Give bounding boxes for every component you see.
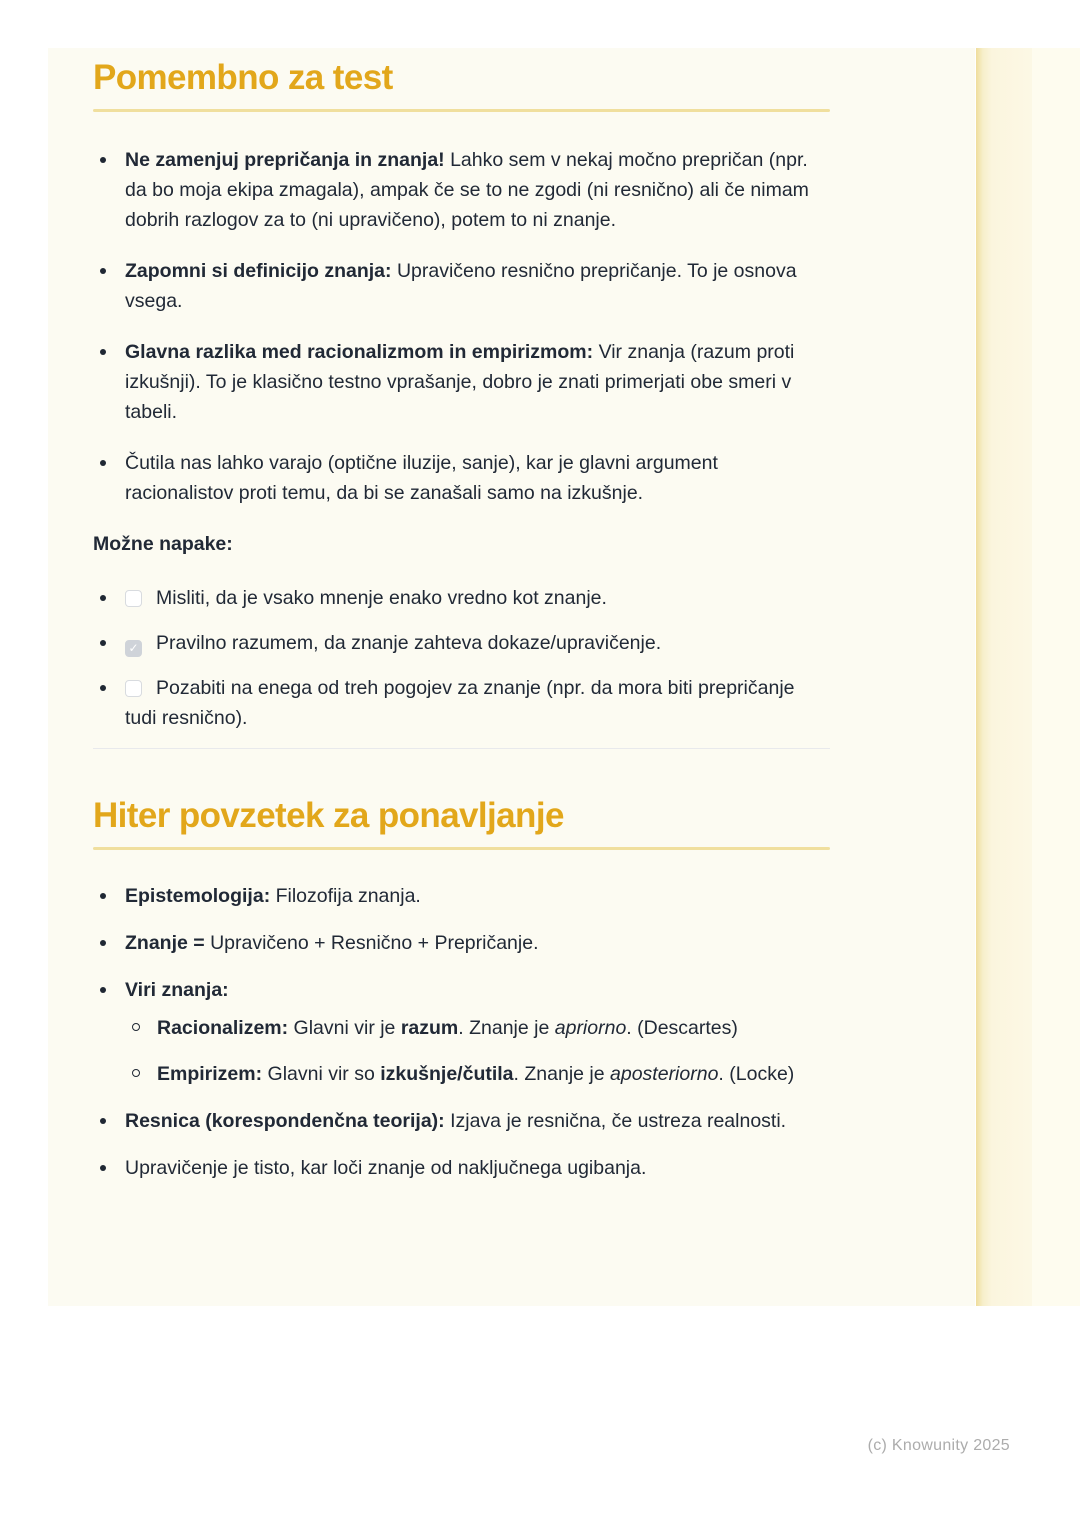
- title-underline: [93, 847, 830, 850]
- bullet-item: [93, 1106, 830, 1136]
- bullet-item: [93, 145, 830, 235]
- subheading-mozne-napake: Možne napake:: [93, 533, 233, 555]
- bullet-text: Upravičeno + Resnično + Prepričanje.: [204, 932, 539, 954]
- bullet-text: Upravičeno resnično prepričanje. To je osnova vsega.: [125, 260, 797, 312]
- segment: Empirizem:: [157, 1063, 263, 1085]
- checklist-text: Misliti, da je vsako mnenje enako vredno kot znanje.: [156, 587, 607, 609]
- bullet-text: Vir znanja (razum proti izkušnji). To je klasično testno vprašanje, dobro je znati primerjati obe smeri v tabeli.: [125, 341, 795, 423]
- segment: izkušnje/čutila: [380, 1063, 514, 1085]
- section-title: Pomembno za test: [93, 58, 393, 97]
- checkmark-icon: ✓: [128, 641, 139, 655]
- side-accent-stripe: [976, 48, 1032, 1306]
- bullet-item: [93, 928, 830, 958]
- bullet-lead: Ne zamenjuj prepričanja in znanja!: [125, 149, 445, 171]
- bullet-item: [93, 256, 830, 316]
- copyright-footer: (c) Knowunity 2025: [867, 1437, 1010, 1454]
- bullet-lead: Viri znanja:: [125, 979, 229, 1001]
- bullet-item: [93, 881, 830, 911]
- segment: aposteriorno: [610, 1063, 719, 1085]
- bullet-lead: Glavna razlika med racionalizmom in empirizmom:: [125, 341, 594, 363]
- bullet-lead: Zapomni si definicijo znanja:: [125, 260, 392, 282]
- bullet-lead: Resnica (korespondenčna teorija):: [125, 1110, 445, 1132]
- bullet-text: Upravičenje je tisto, kar loči znanje od naključnega ugibanja.: [125, 1157, 647, 1179]
- sub-bullet-item: [125, 1059, 830, 1089]
- segment: . Znanje je: [458, 1017, 555, 1039]
- segment: apriorno: [554, 1017, 627, 1039]
- checklist-text: Pozabiti na enega od treh pogojev za znanje (npr. da mora biti prepričanje tudi resnično).: [125, 677, 795, 729]
- section-pomembno-za-test: [93, 60, 830, 733]
- title-underline: [93, 109, 830, 112]
- segment: . (Descartes): [626, 1017, 738, 1039]
- checklist-item: [93, 583, 830, 613]
- bullet-list: [93, 145, 830, 508]
- side-accent-stripe-outer: [1032, 48, 1080, 1306]
- bullet-text: Filozofija znanja.: [270, 885, 421, 907]
- bullet-text: Čutila nas lahko varajo (optične iluzije, sanje), kar je glavni argument racionalistov proti temu, da bi se zanašali samo na izkušnje.: [125, 452, 718, 504]
- checkbox[interactable]: [125, 640, 142, 657]
- bullet-lead: Znanje =: [125, 932, 205, 954]
- segment: . (Locke): [718, 1063, 795, 1085]
- checkbox[interactable]: [125, 590, 142, 607]
- section-hiter-povzetek: [93, 798, 830, 1183]
- segment: razum: [400, 1017, 459, 1039]
- section-divider: [93, 748, 830, 749]
- bullet-text: Lahko sem v nekaj močno prepričan (npr. da bo moja ekipa zmagala), ampak če se to ne zgodi (ni resnično) ali če nimam dobrih razlogov za to (ni upravičeno), potem to ni znanje.: [125, 149, 809, 231]
- section-title: Hiter povzetek za ponavljanje: [93, 796, 564, 835]
- bullet-item: [93, 1153, 830, 1183]
- checklist-text: Pravilno razumem, da znanje zahteva dokaze/upravičenje.: [156, 632, 662, 654]
- sub-bullet-list: [125, 1013, 830, 1089]
- checklist: [93, 583, 830, 733]
- document-content: [93, 48, 830, 1200]
- checklist-item: [93, 673, 830, 733]
- bullet-list: [93, 881, 830, 1183]
- bullet-item: [93, 975, 830, 1089]
- bullet-item: [93, 448, 830, 508]
- bullet-item: [93, 337, 830, 427]
- segment: Glavni vir so: [262, 1063, 381, 1085]
- bullet-text: Izjava je resnična, če ustreza realnosti.: [444, 1110, 787, 1132]
- sub-bullet-item: [125, 1013, 830, 1043]
- segment: Racionalizem:: [157, 1017, 289, 1039]
- segment: . Znanje je: [513, 1063, 611, 1085]
- bullet-lead: Epistemologija:: [125, 885, 271, 907]
- checklist-item: [93, 628, 830, 658]
- segment: Glavni vir je: [288, 1017, 401, 1039]
- checkbox[interactable]: [125, 680, 142, 697]
